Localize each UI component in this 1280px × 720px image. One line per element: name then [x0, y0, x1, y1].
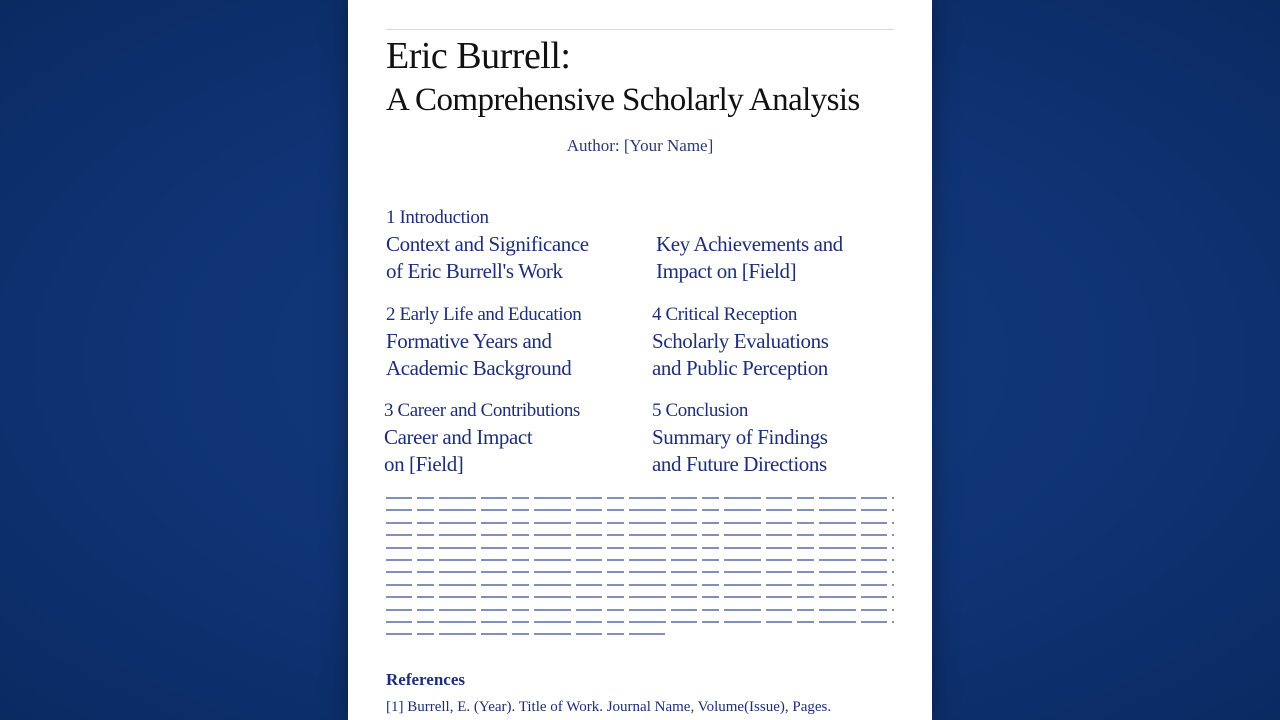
text-line [386, 509, 894, 511]
text-line [386, 633, 665, 635]
section-heading: 1 Introduction [386, 207, 489, 228]
section-heading: 5 Conclusion [652, 400, 749, 421]
document-page [348, 0, 932, 720]
text-line [386, 621, 894, 623]
section-subtitle: Impact on [Field] [656, 259, 797, 283]
reference-entry: [1] Burrell, E. (Year). Title of Work. Journal Name, Volume(Issue), Pages. [386, 699, 832, 715]
text-line [386, 571, 894, 573]
text-line [386, 547, 894, 549]
references-heading: References [386, 670, 465, 689]
section-subtitle: Context and Significance [386, 232, 589, 256]
text-line [386, 522, 894, 524]
top-rule [386, 29, 894, 30]
section-heading: 2 Early Life and Education [386, 304, 582, 325]
section-subtitle: and Future Directions [652, 452, 827, 476]
section-subtitle: on [Field] [384, 452, 464, 476]
text-line [386, 497, 894, 499]
section-heading: 4 Critical Reception [652, 304, 798, 325]
text-line [386, 596, 894, 598]
section-subtitle: Scholarly Evaluations [652, 329, 829, 353]
section-achievements [656, 231, 843, 285]
section-introduction [386, 205, 589, 285]
section-conclusion [652, 398, 828, 478]
section-career [384, 398, 580, 478]
text-line [386, 559, 894, 561]
text-line [386, 534, 894, 536]
section-heading: 3 Career and Contributions [384, 400, 580, 421]
body-paragraph-placeholder [386, 497, 894, 657]
section-critical-reception [652, 302, 828, 382]
section-subtitle: Career and Impact [384, 425, 533, 449]
text-line [386, 584, 894, 586]
section-subtitle: Formative Years and [386, 329, 552, 353]
document-subtitle: A Comprehensive Scholarly Analysis [386, 82, 860, 118]
document-title: Eric Burrell: [386, 35, 571, 77]
text-line [386, 609, 894, 611]
author-line: Author: [Your Name] [566, 136, 714, 155]
section-subtitle: of Eric Burrell's Work [386, 259, 563, 283]
section-subtitle: Key Achievements and [656, 232, 843, 256]
section-subtitle: and Public Perception [652, 356, 828, 380]
section-early-life [386, 302, 581, 382]
section-subtitle: Academic Background [386, 356, 572, 380]
section-subtitle: Summary of Findings [652, 425, 828, 449]
